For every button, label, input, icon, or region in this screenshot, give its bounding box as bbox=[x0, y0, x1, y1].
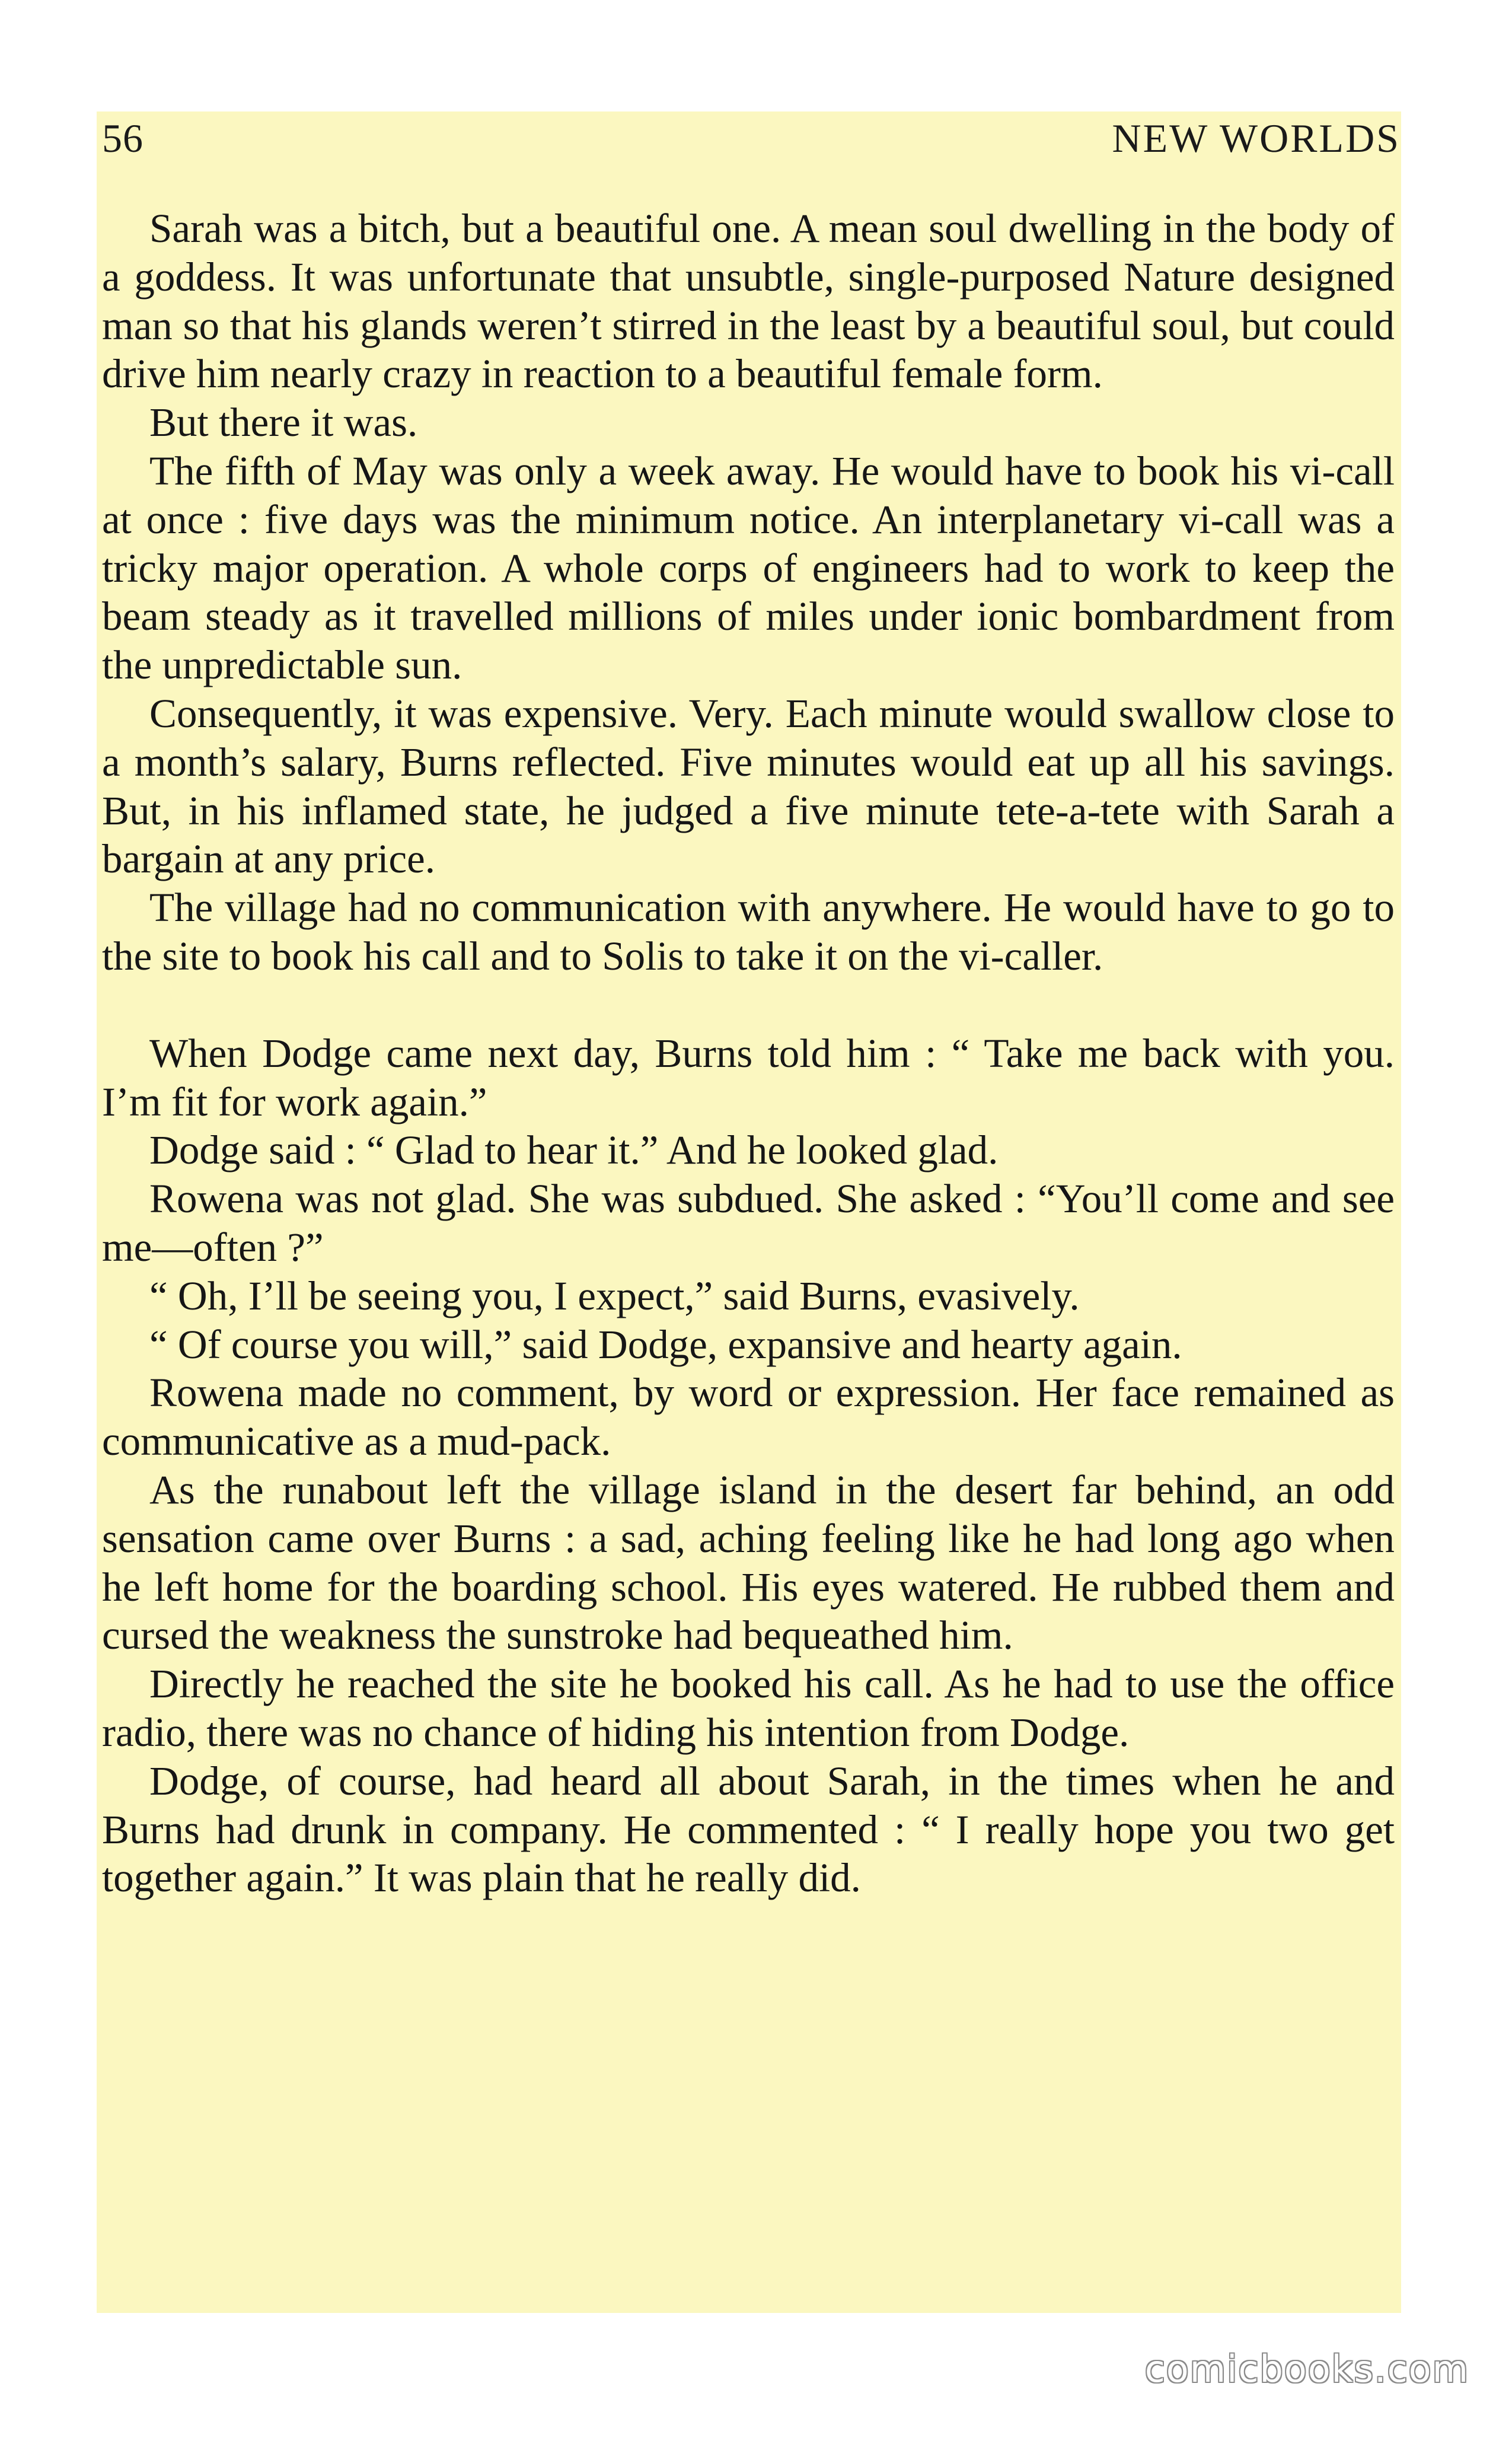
paragraph: The fifth of May was only a week away. He would have to book his vi-call at once : five days was the minimum notice. An interplanetary vi-call was a tricky major operation. A whole corps of engineers had to work to keep the beam steady as it travelled millions of miles under ionic bombardment from the unpredictable sun. bbox=[102, 448, 1395, 688]
paragraph: Directly he reached the site he booked his call. As he had to use the office radio, there was no chance of hiding his intention from Dodge. bbox=[102, 1661, 1395, 1755]
paragraph: Dodge, of course, had heard all about Sarah, in the times when he and Burns had drunk in company. He commented : “ I really hope you two get together again.” It was plain that he really did. bbox=[102, 1758, 1395, 1901]
paragraph: When Dodge came next day, Burns told him : “ Take me back with you. I’m fit for work again.” bbox=[102, 1030, 1395, 1124]
page-number: 56 bbox=[102, 116, 143, 161]
paragraph: Rowena was not glad. She was subdued. She asked : “You’ll come and see me—often ?” bbox=[102, 1176, 1395, 1270]
running-head: NEW WORLDS bbox=[1112, 116, 1401, 161]
paragraph: But there it was. bbox=[149, 400, 418, 445]
paragraph: “ Oh, I’ll be seeing you, I expect,” said Burns, evasively. bbox=[149, 1273, 1080, 1318]
story-text bbox=[102, 205, 1395, 1903]
paragraph: Rowena made no comment, by word or expression. Her face remained as communicative as a mud-pack. bbox=[102, 1370, 1395, 1464]
paragraph: Sarah was a bitch, but a beautiful one. A mean soul dwelling in the body of a goddess. It was unfortunate that unsubtle, single-purposed Nature designed man so that his glands weren’t stirred in the least by a beautiful soul, but could drive him nearly crazy in reaction to a beautiful female form. bbox=[102, 206, 1395, 397]
paragraph: The village had no communication with anywhere. He would have to go to the site to book his call and to Solis to take it on the vi-caller. bbox=[102, 885, 1395, 979]
paragraph: Dodge said : “ Glad to hear it.” And he looked glad. bbox=[149, 1127, 999, 1173]
paragraph: As the runabout left the village island in the desert far behind, an odd sensation came over Burns : a sad, aching feeling like he had long ago when he left home for the boarding school. His eyes watered. He rubbed them and cursed the weakness the sunstroke had bequeathed him. bbox=[102, 1467, 1395, 1658]
watermark: comicbooks.com bbox=[1144, 2347, 1469, 2391]
page-header bbox=[102, 111, 1401, 165]
section-break bbox=[102, 981, 1395, 1030]
paragraph: “ Of course you will,” said Dodge, expansive and hearty again. bbox=[149, 1321, 1182, 1367]
paragraph: Consequently, it was expensive. Very. Each minute would swallow close to a month’s salary, Burns reflected. Five minutes would eat up all his savings. But, in his inflamed state, he judged a five minute tete-a-tete with Sarah a bargain at any price. bbox=[102, 690, 1395, 882]
